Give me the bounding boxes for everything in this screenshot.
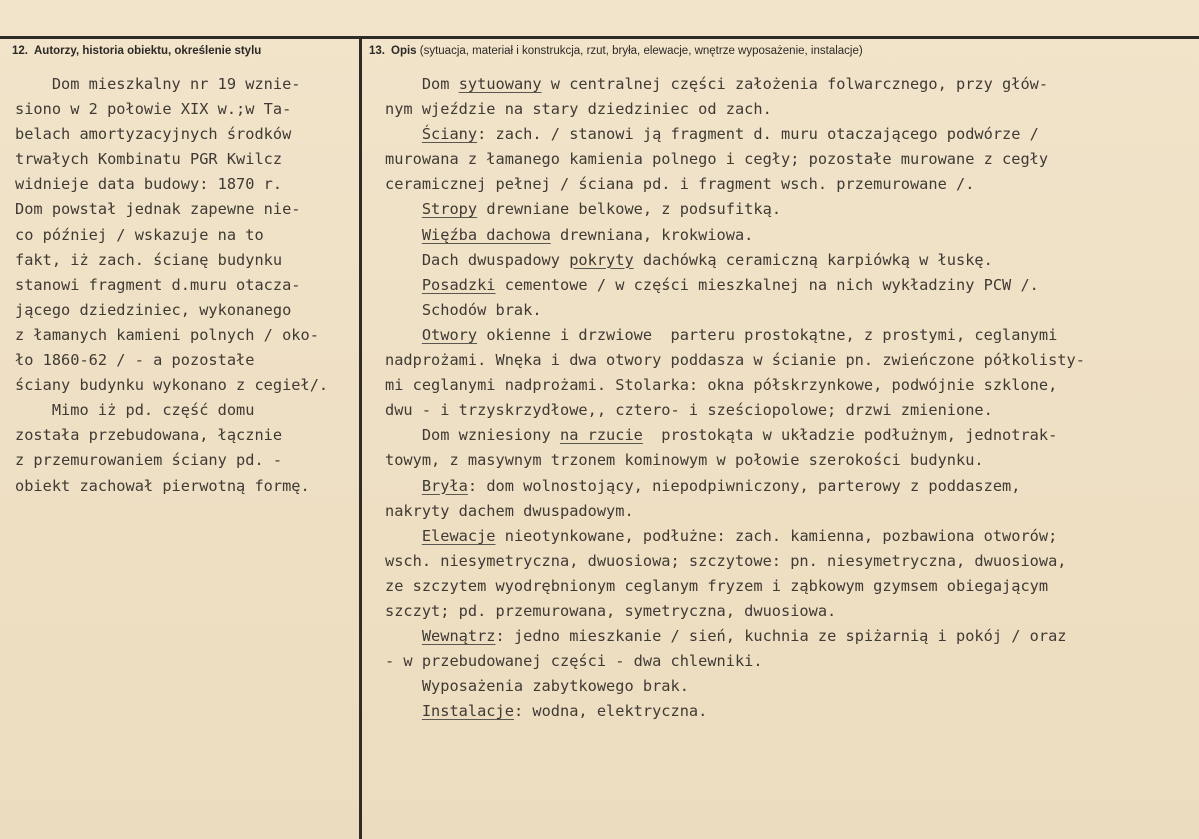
text-line: [385, 298, 1085, 323]
text-line: [15, 298, 328, 323]
underlined-term: na rzucie: [559, 426, 643, 445]
text-line: [385, 448, 1085, 473]
text-line: [385, 348, 1085, 373]
section-13-subtitle: (sytuacja, materiał i konstrukcja, rzut, bryła, elewacje, wnętrze wyposażenie, instalacje): [419, 45, 863, 57]
text-run: nadprożami. Wnęka i dwa otwory poddasza w ścianie pn. zwieńczone półkolisty-: [385, 351, 1085, 370]
text-run: prostokąta w układzie podłużnym, jednotrak-: [642, 426, 1058, 445]
underlined-term: Posadzki: [421, 275, 496, 294]
text-run: murowana z łamanego kamienia polnego i cegły; pozostałe murowane z cegły: [385, 150, 1049, 169]
section-13-header: [369, 45, 863, 57]
text-run: ściany budynku wykonano z cegieł/.: [15, 376, 329, 395]
text-line: [15, 122, 328, 147]
text-run: [385, 226, 422, 244]
underlined-term: Więźba dachowa: [421, 225, 551, 244]
text-line: [15, 72, 328, 97]
text-line: [15, 398, 328, 423]
underlined-term: pokryty: [569, 250, 634, 269]
text-run: Wyposażenia zabytkowego brak.: [385, 677, 689, 696]
text-run: siono w 2 połowie XIX w.;w Ta-: [15, 100, 292, 119]
text-run: [385, 477, 422, 495]
text-run: okienne i drzwiowe parteru prostokątne, z prostymi, ceglanymi: [477, 325, 1058, 344]
text-line: [385, 223, 1085, 248]
text-line: [385, 549, 1085, 574]
text-run: : dom wolnostojący, niepodpiwniczony, parterowy z poddaszem,: [467, 476, 1021, 495]
text-run: co później / wskazuje na to: [15, 225, 264, 244]
text-line: [385, 599, 1085, 624]
text-run: jącego dziedziniec, wykonanego: [15, 300, 292, 319]
text-run: z łamanych kamieni polnych / oko-: [15, 325, 319, 344]
text-line: [385, 524, 1085, 549]
text-run: dachówką ceramiczną karpiówką w łuskę.: [633, 250, 993, 269]
text-run: wsch. niesymetryczna, dwuosiowa; szczytowe: pn. niesymetryczna, dwuosiowa,: [385, 551, 1067, 570]
text-run: ło 1860-62 / - a pozostałe: [15, 351, 255, 370]
text-line: [385, 674, 1085, 699]
text-run: [385, 276, 422, 294]
text-run: drewniane belkowe, z podsufitką.: [477, 200, 782, 219]
text-line: [385, 72, 1085, 97]
text-run: Dach dwuspadowy: [385, 250, 570, 269]
text-run: Dom: [385, 75, 459, 93]
text-line: [385, 323, 1085, 348]
column-divider: [359, 36, 362, 839]
text-run: ze szczytem wyodrębnionym ceglanym fryzem i ząbkowym gzymsem obiegającym: [385, 576, 1049, 595]
text-line: [15, 172, 328, 197]
text-line: [385, 172, 1085, 197]
text-run: [385, 200, 422, 218]
underlined-term: Ściany: [421, 125, 478, 144]
text-run: szczyt; pd. przemurowana, symetryczna, dwuosiowa.: [385, 601, 837, 620]
text-line: [15, 197, 328, 222]
text-run: Schodów brak.: [385, 300, 542, 319]
text-line: [15, 323, 328, 348]
underlined-term: Instalacje: [421, 702, 514, 721]
text-run: w centralnej części założenia folwarcznego, przy głów-: [541, 75, 1049, 93]
underlined-term: Wewnątrz: [421, 627, 496, 646]
text-run: fakt, iż zach. ścianę budynku: [15, 250, 283, 269]
underlined-term: Otwory: [421, 325, 478, 344]
text-run: drewniana, krokwiowa.: [550, 225, 754, 244]
text-run: [385, 326, 422, 344]
text-run: Dom powstał jednak zapewne nie-: [15, 200, 301, 219]
text-run: nieotynkowane, podłużne: zach. kamienna, pozbawiona otworów;: [495, 526, 1058, 545]
section-12-title: Autorzy, historia obiektu, określenie stylu: [34, 45, 262, 57]
section-13-title: Opis: [391, 45, 417, 57]
header-rule: [0, 36, 1199, 39]
text-line: [385, 699, 1085, 724]
text-line: [385, 649, 1085, 674]
text-line: [385, 624, 1085, 649]
text-line: [385, 423, 1085, 448]
text-line: [15, 373, 328, 398]
section-12-number: 12.: [12, 45, 28, 57]
text-run: nym wjeździe na stary dziedziniec od zach.: [385, 100, 772, 119]
text-run: stanowi fragment d.muru otacza-: [15, 275, 301, 294]
text-run: : zach. / stanowi ją fragment d. muru otaczającego podwórze /: [477, 125, 1039, 144]
text-line: [15, 97, 328, 122]
text-line: [15, 474, 328, 499]
text-run: : wodna, elektryczna.: [513, 702, 708, 721]
section-12-text: [15, 72, 328, 499]
text-line: [15, 273, 328, 298]
text-run: towym, z masywnym trzonem kominowym w połowie szerokości budynku.: [385, 451, 984, 470]
text-line: [385, 147, 1085, 172]
text-run: z przemurowaniem ściany pd. -: [15, 451, 283, 470]
text-run: [385, 702, 422, 720]
underlined-term: Bryła: [421, 476, 468, 495]
text-run: nakryty dachem dwuspadowym.: [385, 501, 634, 520]
text-line: [15, 423, 328, 448]
text-run: mi ceglanymi nadprożami. Stolarka: okna półskrzynkowe, podwójnie szklone,: [385, 376, 1058, 395]
text-line: [385, 248, 1085, 273]
text-line: [15, 448, 328, 473]
text-line: [385, 122, 1085, 147]
section-13-text: [385, 72, 1085, 724]
text-run: belach amortyzacyjnych środków: [15, 125, 292, 144]
text-run: została przebudowana, łącznie: [15, 426, 283, 445]
text-line: [385, 373, 1085, 398]
text-line: [385, 197, 1085, 222]
text-run: cementowe / w części mieszkalnej na nich wykładziny PCW /.: [495, 275, 1039, 294]
text-line: [385, 97, 1085, 122]
text-run: - w przebudowanej części - dwa chlewniki.: [385, 652, 763, 671]
text-run: Dom mieszkalny nr 19 wznie-: [15, 75, 301, 93]
text-line: [385, 499, 1085, 524]
underlined-term: Elewacje: [421, 526, 496, 545]
text-line: [385, 273, 1085, 298]
section-13-number: 13.: [369, 45, 385, 57]
underlined-term: Stropy: [421, 200, 478, 219]
text-run: obiekt zachował pierwotną formę.: [15, 476, 310, 495]
text-run: trwałych Kombinatu PGR Kwilcz: [15, 150, 283, 169]
text-run: [385, 627, 422, 645]
text-line: [15, 348, 328, 373]
text-run: widnieje data budowy: 1870 r.: [15, 175, 283, 194]
text-line: [385, 398, 1085, 423]
underlined-term: sytuowany: [458, 75, 542, 93]
text-line: [385, 574, 1085, 599]
text-run: [385, 527, 422, 545]
text-run: dwu - i trzyskrzydłowe,, cztero- i sześciopolowe; drzwi zmienione.: [385, 401, 993, 420]
text-line: [15, 248, 328, 273]
text-line: [385, 474, 1085, 499]
text-run: Dom wzniesiony: [385, 426, 560, 445]
text-line: [15, 223, 328, 248]
text-run: Mimo iż pd. część domu: [15, 401, 255, 420]
text-run: [385, 125, 422, 143]
text-line: [15, 147, 328, 172]
text-run: : jedno mieszkanie / sień, kuchnia ze spiżarnią i pokój / oraz: [495, 627, 1067, 646]
section-12-header: [12, 45, 261, 57]
text-run: ceramicznej pełnej / ściana pd. i fragment wsch. przemurowane /.: [385, 175, 975, 194]
